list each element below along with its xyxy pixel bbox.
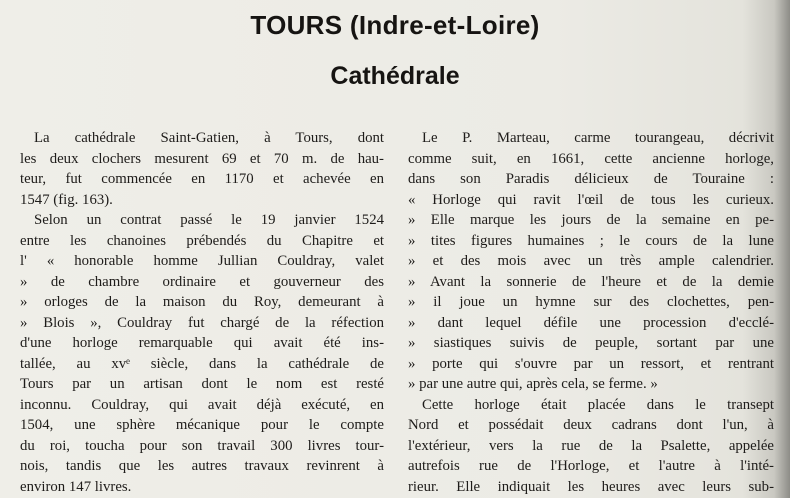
text-line: « Horloge qui ravit l'œil de tous les curieux. (408, 191, 774, 208)
text-line: Selon un contrat passé le 19 janvier 1524 (34, 212, 384, 228)
text-line: nois, tandis que les autres travaux revinrent à (20, 458, 384, 474)
text-line: » dant lequel défile une procession d'ecclé- (408, 314, 774, 331)
text-line: » Blois », Couldray fut chargé de la réfection (20, 314, 384, 331)
text-line: du roi, toucha pour son travail 300 livres tour- (20, 437, 384, 454)
text-line: tallée, au xvᵉ siècle, dans la cathédrale de (20, 355, 384, 372)
text-line: » par une autre qui, après cela, se ferme. » (408, 376, 658, 392)
text-line: environ 147 livres. (20, 478, 132, 495)
text-line: 1504, une sphère mécanique pour le compte (20, 417, 384, 433)
text-line: Nord et possédait deux cadrans dont l'un, à (408, 417, 774, 433)
text-line: inconnu. Couldray, qui avait déjà exécuté, en (20, 396, 384, 413)
text-line: » Elle marque les jours de la semaine en pe- (408, 212, 774, 228)
text-line: entre les chanoines prébendés du Chapitre et (20, 232, 384, 249)
text-line: La cathédrale Saint-Gatien, à Tours, dont (34, 130, 384, 146)
text-line: comme suit, en 1661, cette ancienne horloge, (408, 150, 774, 167)
text-line: » Avant la sonnerie de l'heure et de la demie (408, 273, 774, 290)
text-line: » de chambre ordinaire et gouverneur des (20, 273, 384, 290)
left-column (20, 128, 384, 497)
text-line: Le P. Marteau, carme tourangeau, décrivit (422, 130, 774, 146)
text-line: » siastiques suivis de peuple, sortant par une (408, 335, 774, 351)
text-line: l'extérieur, vers la rue de la Psalette, appelée (408, 437, 774, 454)
text-line: » orloges de la maison du Roy, demeurant à (20, 294, 384, 310)
right-column (408, 128, 774, 497)
text-line: les deux clochers mesurent 69 et 70 m. de hau- (20, 150, 384, 167)
text-line: dans son Paradis délicieux de Touraine : (408, 171, 774, 187)
text-line: 1547 (fig. 163). (20, 191, 113, 208)
text-line: rieur. Elle indiquait les heures avec leurs sub- (408, 478, 774, 495)
text-line: » tites figures humaines ; le cours de la lune (408, 232, 774, 249)
text-line: » et des mois avec un très ample calendrier. (408, 253, 774, 269)
text-line: » porte qui s'ouvre par un ressort, et rentrant (408, 355, 774, 372)
page-title: TOURS (Indre-et-Loire) (250, 10, 540, 40)
text-line: autrefois rue de l'Horloge, et l'autre à l'inté- (408, 458, 774, 474)
text-line: l' « honorable homme Jullian Couldray, valet (20, 253, 384, 269)
text-line: » il joue un hymne sur des clochettes, pen- (408, 294, 774, 310)
text-line: Cette horloge était placée dans le transept (422, 396, 774, 413)
text-line: teur, fut commencée en 1170 et achevée en (20, 171, 384, 187)
text-line: d'une horloge remarquable qui avait été ins- (20, 335, 384, 351)
text-line: Tours par un artisan dont le nom est resté (20, 376, 384, 392)
page-subtitle: Cathédrale (330, 62, 460, 90)
